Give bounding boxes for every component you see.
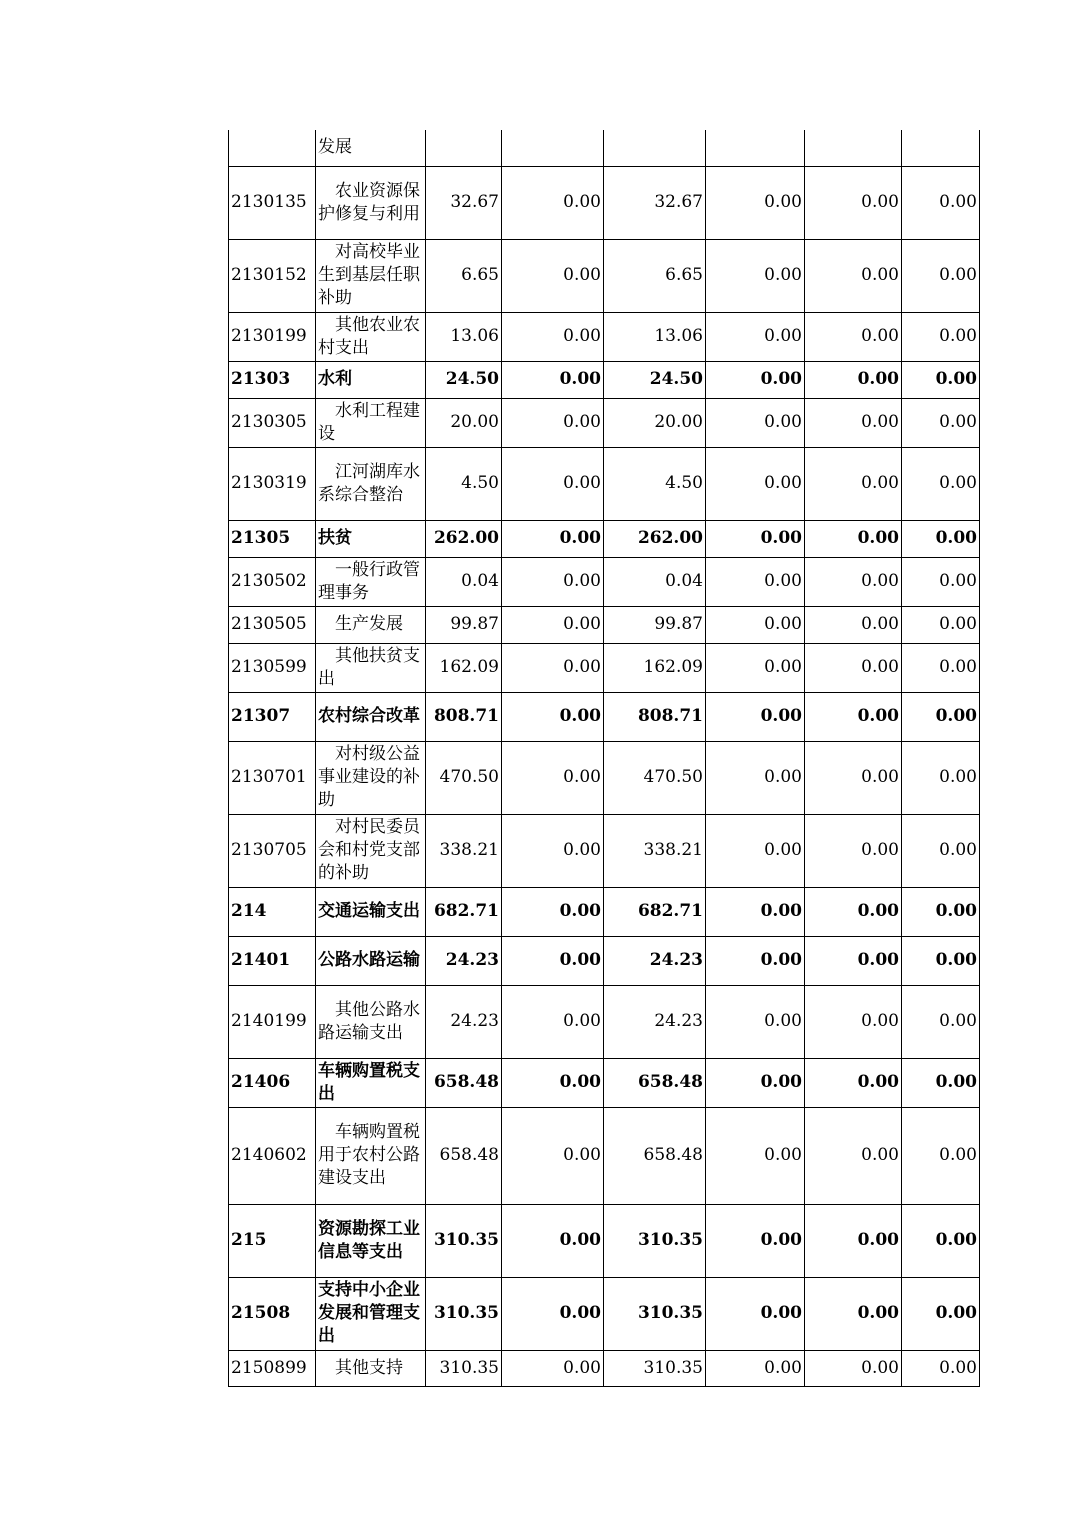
amount-cell: 0.00 [706, 239, 805, 312]
amount-cell: 0.00 [805, 692, 902, 741]
amount-cell: 310.35 [426, 1350, 502, 1386]
amount-cell: 0.00 [805, 936, 902, 985]
amount-cell: 310.35 [604, 1350, 706, 1386]
amount-cell: 658.48 [426, 1107, 502, 1204]
amount-cell: 32.67 [604, 166, 706, 239]
amount-cell: 0.00 [706, 606, 805, 643]
amount-cell: 0.00 [902, 887, 980, 936]
amount-cell: 0.00 [706, 520, 805, 557]
table-row [229, 643, 980, 692]
amount-cell: 6.65 [426, 239, 502, 312]
subject-name-cell: 其他支持 [316, 1350, 426, 1386]
subject-name-cell: 交通运输支出 [316, 887, 426, 936]
amount-cell: 0.00 [502, 447, 604, 520]
subject-code-cell: 2130135 [229, 166, 316, 239]
amount-cell: 0.00 [706, 887, 805, 936]
amount-cell: 0.00 [902, 643, 980, 692]
amount-cell: 0.00 [902, 312, 980, 361]
budget-table [228, 130, 980, 1387]
subject-code-cell: 21406 [229, 1058, 316, 1107]
table-row [229, 361, 980, 398]
amount-cell: 0.00 [805, 814, 902, 887]
subject-code-cell: 21508 [229, 1277, 316, 1350]
amount-cell: 0.00 [902, 557, 980, 606]
amount-cell: 99.87 [426, 606, 502, 643]
amount-cell: 338.21 [426, 814, 502, 887]
table-row [229, 936, 980, 985]
amount-cell: 310.35 [604, 1277, 706, 1350]
amount-cell: 0.00 [805, 1204, 902, 1277]
amount-cell: 808.71 [604, 692, 706, 741]
subject-name-cell: 资源勘探工业信息等支出 [316, 1204, 426, 1277]
amount-cell: 0.00 [706, 741, 805, 814]
amount-cell: 0.00 [805, 1058, 902, 1107]
amount-cell: 310.35 [426, 1277, 502, 1350]
subject-name-cell: 农村综合改革 [316, 692, 426, 741]
amount-cell: 0.00 [902, 814, 980, 887]
amount-cell: 0.00 [502, 692, 604, 741]
subject-code-cell: 2130505 [229, 606, 316, 643]
amount-cell: 0.00 [502, 166, 604, 239]
amount-cell: 0.00 [502, 312, 604, 361]
amount-cell [502, 130, 604, 166]
amount-cell: 0.00 [502, 557, 604, 606]
amount-cell: 682.71 [426, 887, 502, 936]
amount-cell: 0.00 [502, 606, 604, 643]
subject-code-cell: 2130319 [229, 447, 316, 520]
amount-cell: 0.00 [706, 1204, 805, 1277]
amount-cell: 0.00 [502, 1277, 604, 1350]
amount-cell: 310.35 [426, 1204, 502, 1277]
subject-code-cell: 21307 [229, 692, 316, 741]
amount-cell: 0.00 [706, 361, 805, 398]
amount-cell: 6.65 [604, 239, 706, 312]
amount-cell: 0.00 [502, 936, 604, 985]
subject-name-cell: 扶贫 [316, 520, 426, 557]
amount-cell: 0.00 [706, 692, 805, 741]
amount-cell: 0.00 [502, 239, 604, 312]
amount-cell: 0.00 [805, 887, 902, 936]
amount-cell: 0.00 [502, 520, 604, 557]
amount-cell: 0.00 [805, 520, 902, 557]
subject-name-cell: 农业资源保护修复与利用 [316, 166, 426, 239]
amount-cell [604, 130, 706, 166]
subject-code-cell: 2130305 [229, 398, 316, 447]
amount-cell: 682.71 [604, 887, 706, 936]
amount-cell: 0.00 [902, 1107, 980, 1204]
amount-cell: 0.00 [902, 692, 980, 741]
subject-code-cell: 2150899 [229, 1350, 316, 1386]
amount-cell: 24.50 [426, 361, 502, 398]
amount-cell: 470.50 [604, 741, 706, 814]
subject-name-cell: 车辆购置税支出 [316, 1058, 426, 1107]
table-row [229, 985, 980, 1058]
subject-code-cell: 21303 [229, 361, 316, 398]
subject-name-cell: 其他公路水路运输支出 [316, 985, 426, 1058]
amount-cell: 0.00 [902, 166, 980, 239]
amount-cell: 0.00 [902, 985, 980, 1058]
table-row [229, 520, 980, 557]
amount-cell: 808.71 [426, 692, 502, 741]
amount-cell: 162.09 [426, 643, 502, 692]
amount-cell: 0.00 [502, 741, 604, 814]
subject-name-cell: 公路水路运输 [316, 936, 426, 985]
amount-cell: 0.00 [502, 1204, 604, 1277]
amount-cell: 24.23 [604, 985, 706, 1058]
subject-name-cell: 对村民委员会和村党支部的补助 [316, 814, 426, 887]
subject-name-cell: 支持中小企业发展和管理支出 [316, 1277, 426, 1350]
amount-cell: 0.00 [805, 1277, 902, 1350]
table-row [229, 741, 980, 814]
table-row [229, 312, 980, 361]
table-row [229, 887, 980, 936]
table-row [229, 447, 980, 520]
amount-cell: 0.00 [902, 239, 980, 312]
subject-code-cell: 2130705 [229, 814, 316, 887]
amount-cell: 0.00 [902, 1277, 980, 1350]
amount-cell: 0.00 [902, 398, 980, 447]
amount-cell: 262.00 [426, 520, 502, 557]
amount-cell: 658.48 [604, 1107, 706, 1204]
subject-code-cell: 21305 [229, 520, 316, 557]
amount-cell: 0.00 [902, 1350, 980, 1386]
amount-cell: 32.67 [426, 166, 502, 239]
table-row [229, 814, 980, 887]
amount-cell: 162.09 [604, 643, 706, 692]
amount-cell: 13.06 [604, 312, 706, 361]
amount-cell [706, 130, 805, 166]
amount-cell: 0.00 [805, 447, 902, 520]
amount-cell: 0.00 [902, 520, 980, 557]
amount-cell: 0.00 [706, 447, 805, 520]
amount-cell: 0.00 [502, 1058, 604, 1107]
subject-code-cell: 2140199 [229, 985, 316, 1058]
amount-cell: 0.00 [502, 643, 604, 692]
subject-name-cell: 水利 [316, 361, 426, 398]
subject-code-cell [229, 130, 316, 166]
amount-cell: 0.00 [805, 557, 902, 606]
amount-cell: 658.48 [426, 1058, 502, 1107]
table-body [229, 130, 980, 1386]
amount-cell [902, 130, 980, 166]
amount-cell: 0.00 [706, 985, 805, 1058]
subject-name-cell: 江河湖库水系综合整治 [316, 447, 426, 520]
amount-cell: 0.00 [706, 312, 805, 361]
amount-cell: 24.23 [426, 985, 502, 1058]
amount-cell: 0.04 [604, 557, 706, 606]
amount-cell: 20.00 [604, 398, 706, 447]
subject-name-cell: 一般行政管理事务 [316, 557, 426, 606]
amount-cell: 658.48 [604, 1058, 706, 1107]
table-row [229, 1277, 980, 1350]
amount-cell: 0.00 [805, 166, 902, 239]
subject-name-cell: 水利工程建设 [316, 398, 426, 447]
amount-cell: 0.00 [502, 814, 604, 887]
subject-name-cell: 生产发展 [316, 606, 426, 643]
amount-cell: 0.00 [805, 398, 902, 447]
subject-code-cell: 2130199 [229, 312, 316, 361]
amount-cell: 0.00 [706, 398, 805, 447]
amount-cell: 0.00 [502, 985, 604, 1058]
table-row [229, 239, 980, 312]
subject-code-cell: 215 [229, 1204, 316, 1277]
subject-code-cell: 2130152 [229, 239, 316, 312]
amount-cell: 99.87 [604, 606, 706, 643]
amount-cell: 4.50 [426, 447, 502, 520]
amount-cell: 0.00 [706, 557, 805, 606]
subject-code-cell: 2130502 [229, 557, 316, 606]
subject-name-cell: 车辆购置税用于农村公路建设支出 [316, 1107, 426, 1204]
subject-code-cell: 21401 [229, 936, 316, 985]
amount-cell [426, 130, 502, 166]
amount-cell: 0.00 [706, 1058, 805, 1107]
amount-cell: 24.50 [604, 361, 706, 398]
subject-code-cell: 2130701 [229, 741, 316, 814]
amount-cell: 0.00 [805, 361, 902, 398]
amount-cell: 0.00 [805, 239, 902, 312]
subject-code-cell: 2130599 [229, 643, 316, 692]
amount-cell: 4.50 [604, 447, 706, 520]
subject-name-cell: 对高校毕业生到基层任职补助 [316, 239, 426, 312]
amount-cell: 0.00 [902, 447, 980, 520]
amount-cell: 0.00 [706, 814, 805, 887]
amount-cell [805, 130, 902, 166]
amount-cell: 24.23 [604, 936, 706, 985]
table-row [229, 557, 980, 606]
table-row [229, 398, 980, 447]
amount-cell: 0.00 [706, 936, 805, 985]
table-row [229, 130, 980, 166]
amount-cell: 0.00 [706, 643, 805, 692]
table-row [229, 1350, 980, 1386]
amount-cell: 0.00 [805, 312, 902, 361]
table-row [229, 166, 980, 239]
subject-name-cell: 对村级公益事业建设的补助 [316, 741, 426, 814]
amount-cell: 0.00 [805, 1107, 902, 1204]
table-row [229, 606, 980, 643]
amount-cell: 0.00 [805, 1350, 902, 1386]
table-row [229, 1204, 980, 1277]
amount-cell: 0.00 [805, 741, 902, 814]
subject-name-cell: 发展 [316, 130, 426, 166]
table-row [229, 692, 980, 741]
amount-cell: 310.35 [604, 1204, 706, 1277]
amount-cell: 0.00 [902, 741, 980, 814]
amount-cell: 0.00 [902, 361, 980, 398]
amount-cell: 0.00 [706, 166, 805, 239]
amount-cell: 0.00 [706, 1107, 805, 1204]
subject-code-cell: 214 [229, 887, 316, 936]
amount-cell: 0.00 [902, 1058, 980, 1107]
subject-name-cell: 其他农业农村支出 [316, 312, 426, 361]
amount-cell: 470.50 [426, 741, 502, 814]
amount-cell: 0.00 [502, 1107, 604, 1204]
table-row [229, 1107, 980, 1204]
amount-cell: 0.00 [502, 361, 604, 398]
amount-cell: 262.00 [604, 520, 706, 557]
amount-cell: 0.00 [502, 398, 604, 447]
amount-cell: 0.00 [706, 1350, 805, 1386]
amount-cell: 20.00 [426, 398, 502, 447]
subject-code-cell: 2140602 [229, 1107, 316, 1204]
amount-cell: 0.00 [902, 936, 980, 985]
amount-cell: 0.00 [805, 606, 902, 643]
amount-cell: 0.00 [502, 887, 604, 936]
amount-cell: 0.00 [902, 1204, 980, 1277]
amount-cell: 338.21 [604, 814, 706, 887]
subject-name-cell: 其他扶贫支出 [316, 643, 426, 692]
amount-cell: 0.04 [426, 557, 502, 606]
amount-cell: 0.00 [706, 1277, 805, 1350]
amount-cell: 24.23 [426, 936, 502, 985]
amount-cell: 13.06 [426, 312, 502, 361]
amount-cell: 0.00 [502, 1350, 604, 1386]
amount-cell: 0.00 [805, 985, 902, 1058]
amount-cell: 0.00 [902, 606, 980, 643]
amount-cell: 0.00 [805, 643, 902, 692]
table-row [229, 1058, 980, 1107]
